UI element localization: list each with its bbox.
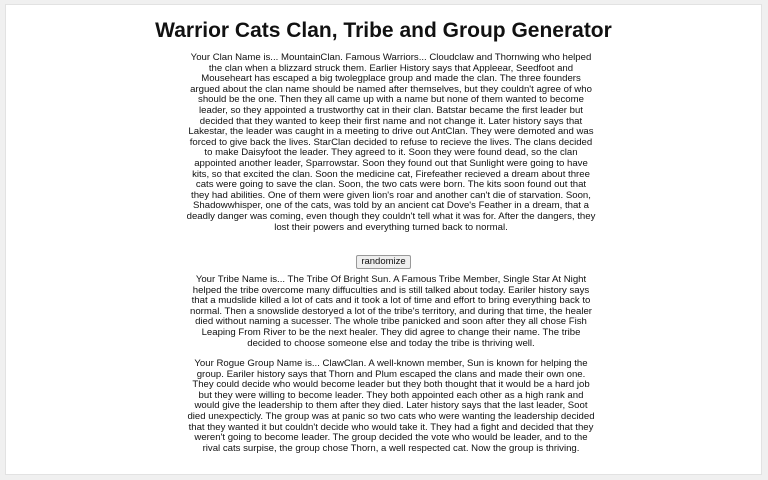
clan-description: Your Clan Name is... MountainClan. Famous Warriors... Cloudclaw and Thornwing who helped the clan when a blizzard struck them. Earlier History says that Appleear, Seedfoot and Mouseheart has escaped a big twolegplace group and made the clan. The three founders argued about the clan name should be named after themselves, but they couldn't agree of who should be the one. Then they all came up with a name but none of them wanted to become leader, so they appointed a trustworthy cat in their clan. Batstar became the first leader but decided that they wanted to keep their first name and not change it. Later history says that Lakestar, the leader was caught in a meeting to drive out AntClan. They were demoted and was forced to give back the lives. StarClan decided to refuse to recieve the lives. The clans decided to make Daisyfoot the leader. They agreed to it. Soon they were found dead, so the clan appointed another leader, Sparrowstar. Soon they found out that Sunlight were going to have kits, so that excited the clan. Soon the medicine cat, Firefeather recieved a dream about three cats were going to save the clan. Soon, the two cats were born. The kits soon found out that they had abilities. One of them were given lion's roar and another can't die of starvation. Soon, Shadowwhisper, one of the cats, was told by an ancient cat Dove's Feather in a dream, that a deadly danger was coming, even though they couldn't tell what it was for. After the dangers, they lost their powers and everything turned back to normal. bbox=[186, 52, 596, 233]
rogue-group-description: Your Rogue Group Name is... ClawClan. A well-known member, Sun is known for helping the group. Eariler history says that Thorn and Plum escaped the clans and made their own one. They could decide who would become leader but they both thought that it would be a hard job but they were willing to become leader. They both appointed each other as a high rank and would give the leadership to them after they died. Later history says that the last leader, Soot died unexpecticly. The group was at panic so two cats who were wanting the leadership decided that they wanted it but couldn't decide who would take it. They had a fight and decided that they weren't going to become leader. The group decided the vote who would be leader, and to the rival cats surpise, the group chose Thorn, a well respected cat. Now the group is thriving. bbox=[187, 358, 595, 454]
randomize-button[interactable]: randomize bbox=[356, 255, 410, 269]
page-title: Warrior Cats Clan, Tribe and Group Generator bbox=[155, 19, 612, 42]
page-panel bbox=[5, 4, 762, 475]
tribe-description: Your Tribe Name is... The Tribe Of Bright Sun. A Famous Tribe Member, Single Star At Night helped the tribe overcome many diffuculties and is still talked about today. Eariler history says that a mudslide killed a lot of cats and it took a lot of time and effort to bring everything back to normal. Then a snowslide destoryed a lot of the tribe's territory, and during that time, the healer died without naming a sucesser. The whole tribe panicked and soon after they all chose Fish Leaping From River to be the next healer. They did agree to change their name. The tribe decided to choose someone else and today the tribe is thriving well. bbox=[190, 274, 592, 349]
button-row bbox=[6, 251, 761, 269]
